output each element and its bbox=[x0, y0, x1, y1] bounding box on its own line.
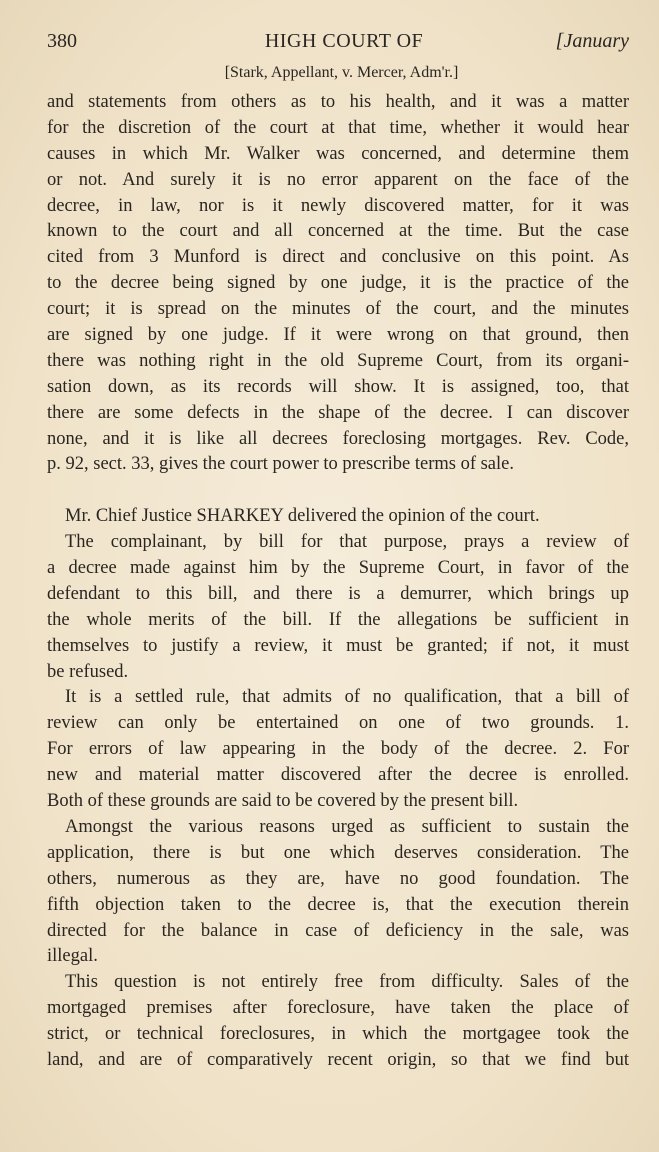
text-line: directed for the balance in case of deficiency in the sale, was bbox=[47, 920, 629, 941]
text-line: court; it is spread on the minutes of the court, and the minutes bbox=[47, 299, 629, 320]
case-caption: [Stark, Appellant, v. Mercer, Adm'r.] bbox=[224, 64, 459, 81]
text-line: themselves to justify a review, it must be granted; if not, it must bbox=[47, 635, 629, 656]
text-line: the whole merits of the bill. If the allegations be sufficient in bbox=[47, 609, 629, 630]
text-line: causes in which Mr. Walker was concerned, and determine them bbox=[47, 143, 629, 164]
text-line: p. 92, sect. 33, gives the court power to prescribe terms of sale. bbox=[47, 454, 514, 475]
body-text bbox=[47, 90, 629, 1074]
text-line: to the decree being signed by one judge, it is the practice of the bbox=[47, 273, 629, 294]
paragraph bbox=[47, 530, 629, 685]
text-line: mortgaged premises after foreclosure, have taken the place of bbox=[47, 998, 629, 1019]
text-line: For errors of law appearing in the body of the decree. 2. For bbox=[47, 739, 629, 760]
text-line: The complainant, by bill for that purpose, prays a review of bbox=[65, 532, 629, 553]
text-line: are signed by one judge. If it were wrong on that ground, then bbox=[47, 325, 629, 346]
running-month: [January bbox=[555, 30, 629, 52]
text-line: cited from 3 Munford is direct and conclusive on this point. As bbox=[47, 247, 629, 268]
text-line: there was nothing right in the old Supreme Court, from its organi- bbox=[47, 350, 629, 371]
text-line: Both of these grounds are said to be covered by the present bill. bbox=[47, 791, 519, 812]
text-line: land, and are of comparatively recent origin, so that we find but bbox=[47, 1049, 629, 1070]
text-line: Mr. Chief Justice SHARKEY delivered the opinion of the court. bbox=[65, 506, 540, 527]
text-line: application, there is but one which deserves consideration. The bbox=[47, 842, 629, 863]
text-line: fifth objection taken to the decree is, that the execution therein bbox=[47, 894, 629, 915]
text-line: Amongst the various reasons urged as sufficient to sustain the bbox=[65, 816, 629, 837]
text-line: It is a settled rule, that admits of no qualification, that a bill of bbox=[65, 687, 629, 708]
text-line: or not. And surely it is no error apparent on the face of the bbox=[47, 169, 629, 190]
text-line: none, and it is like all decrees foreclosing mortgages. Rev. Code, bbox=[47, 428, 629, 449]
paragraph-spacer bbox=[47, 478, 629, 504]
text-line: others, numerous as they are, have no good foundation. The bbox=[47, 868, 629, 889]
running-title: HIGH COURT OF bbox=[264, 30, 424, 52]
paragraph bbox=[47, 685, 629, 814]
text-line: new and material matter discovered after the decree is enrolled. bbox=[47, 765, 629, 786]
text-line: illegal. bbox=[47, 946, 98, 967]
text-line: decree, in law, nor is it newly discovered matter, for it was bbox=[47, 195, 629, 216]
text-line: This question is not entirely free from difficulty. Sales of the bbox=[65, 972, 629, 993]
text-line: defendant to this bill, and there is a demurrer, which brings up bbox=[47, 583, 629, 604]
paragraph bbox=[47, 815, 629, 970]
page-number: 380 bbox=[47, 30, 77, 52]
text-line: sation down, as its records will show. It is assigned, too, that bbox=[47, 376, 629, 397]
text-line: a decree made against him by the Supreme Court, in favor of the bbox=[47, 558, 629, 579]
text-line: for the discretion of the court at that time, whether it would hear bbox=[47, 117, 629, 138]
text-line: and statements from others as to his health, and it was a matter bbox=[47, 92, 629, 112]
text-line: there are some defects in the shape of the decree. I can discover bbox=[47, 402, 629, 423]
paragraph bbox=[47, 970, 629, 1074]
text-line: be refused. bbox=[47, 661, 129, 682]
text-line: strict, or technical foreclosures, in which the mortgagee took the bbox=[47, 1024, 629, 1045]
text-line: review can only be entertained on one of two grounds. 1. bbox=[47, 713, 629, 734]
text-line: known to the court and all concerned at the time. But the case bbox=[47, 221, 629, 242]
page-header bbox=[47, 30, 629, 56]
paragraph bbox=[47, 90, 629, 478]
paragraph bbox=[47, 504, 629, 530]
